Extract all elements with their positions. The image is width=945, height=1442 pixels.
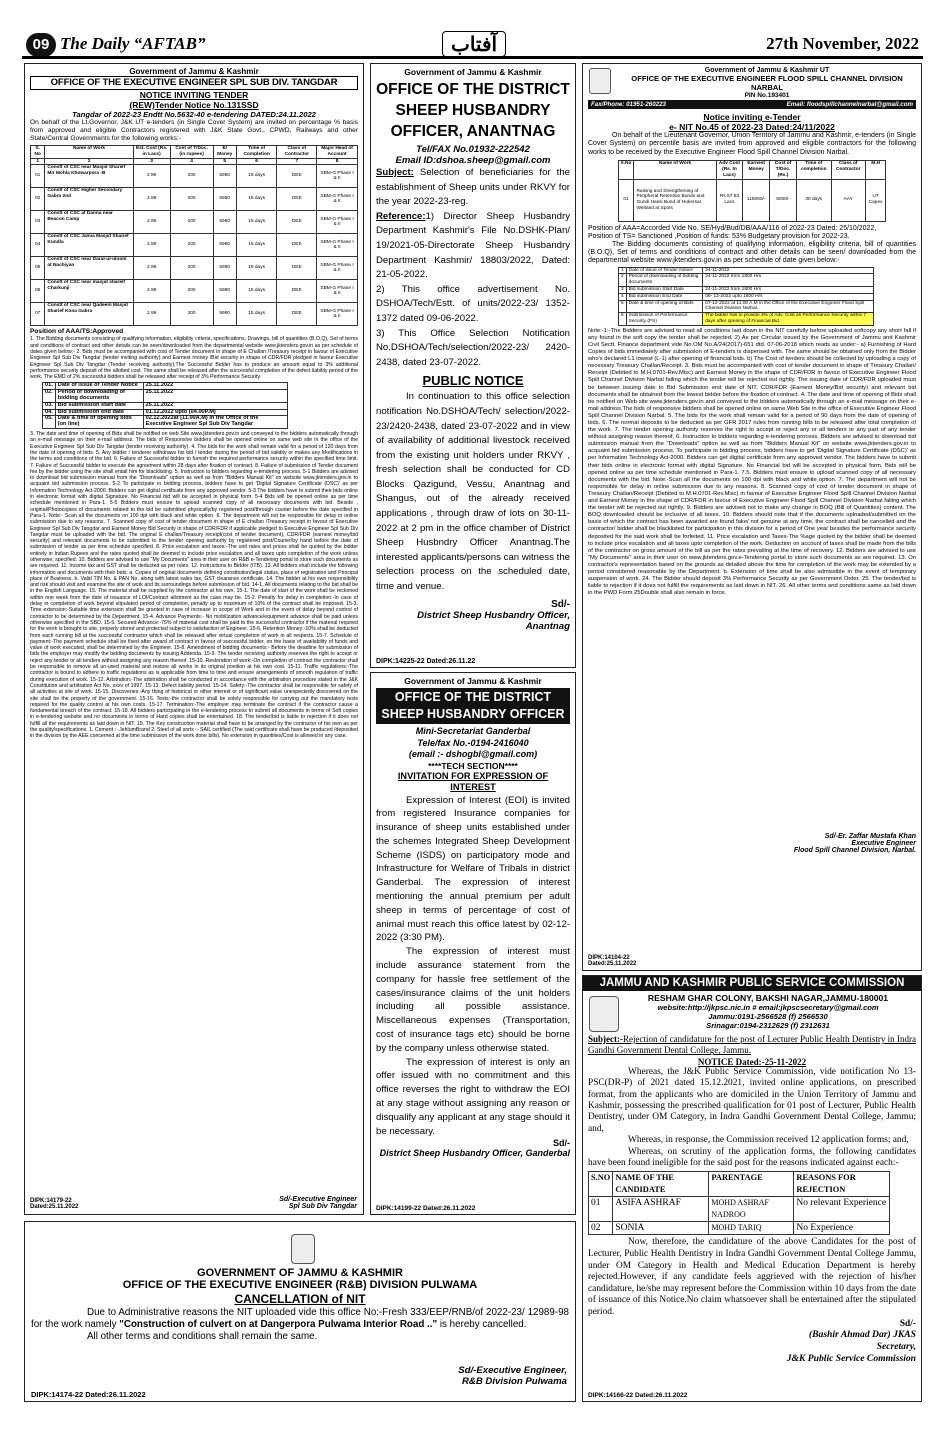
nit-number: e- NIT No.45 of 2022-23 Dated:24/11/2022 <box>669 122 835 132</box>
table-cell: 15 days <box>236 280 277 303</box>
table-cell: MOHD ASHRAF NADROO <box>709 1197 794 1222</box>
subject-label: Subject: <box>376 167 414 178</box>
cancellation-body <box>31 1307 569 1331</box>
table-cell: DEE <box>277 234 317 257</box>
reference-2: 2) This office advertisement No. DSHOA/Tech/Estt. of units/2022-23/ 1352-1372 dated 09-06-2022. <box>376 283 570 324</box>
table-header-cell: Major Head of Account <box>317 146 358 159</box>
table-header-cell: Name of Work <box>45 146 133 159</box>
terms-part-a: 1. The Bidding documents consisting of qualifying information, eligibility criteria, specifications, Drawings, bill of quantities (B.O.Q), Set of terms and conditions of contract and other details can be seen/downloaded from the departmental website www.jktenders.gov.in as per schedule of dates given below:- 2. Bids must be accompanied with cost of Tender document in shape of E Challan /Treasury receipt in favour of Executive Engineer Spl Sub Div Tangdar (tender inviting authority) and Earnest money /Bid security in shape of CDR/FDR pledged in favour Executive Engineer Spl Sub Div Tangdar (Tender receiving authority).The Successful Bidder has to produce an amount equal to 3% additional performance security deposit of the allotted cost. The same shall be released after the successful completion of the defect liability period of the work. The EMD of 2% successful bidders shall be released after receipt of 3% Performance Security. <box>30 336 358 381</box>
eoi-para-2: The expression of interest must include assurance statement from the company for hassle free settlement of the cases/insurance claims of the unit holders including all possible assistance. Miscellaneous expenses (Transportation, cost of insurance tags etc) should be borne by the company unless otherwise stated. <box>376 946 570 1054</box>
terms-notes: Note:-1:-The Bidders are advised to read all conditions laid down in the NIT carefully before uploaded softcopy any short fall if any found in the soft copy the tender shall be rejected. 2) As per Circular issued by the Government of Jammu and Kashmir Civil Sectt. Finance department vide No.OM No.A/24(2017)-651 dtd. 07-06-2018 which reads as under:- a) Furnishing of Hard Copies of bids immediately after submission of E-tenders is dispensed with. The same should be obtained only from the Bidder who's declared L1 lowest (L-1) after opening of financial bids. b) The Cost of tenders should be collected by uploading a copy of necessary Treasury Challan/Receipt. 3. Bids must be accompanied with cost of tender document in shape of Treasury Challan/ Receipt (Debited to M.H.0701-Rev.Misc) and Earnest Money in the shape of CDR/FDR in favour of Executive Engineer Flood Spill Channel Division Narbal failing which the tender will be rejected out rightly. The issuing date of CDR/FDR uploaded must be between issuing date to Bid Submission end date of NIT. CDR/FDR (Earnest Money/Bid security) and relevant bid documents shall be obtained from the lowest bidder before the fixation of contract. 4. The date and time of opening of Bids shall be notified on Web site www.jktenders.gov.in and conveyed to the bidders automatically through an e-mail message on their e-mail address.The bids of responsive bidders shall be opened online on same Web Site in the office of Executive Engineer Flood Spill Channel Division Narbal. 5. The bids for the work shall remain valid for a period of 90 days from the date of opening of bids. 6. The normal deposits to be deducted as per GFR 2017 rules from running bills to be released after total completion of the work. 7. The tender opening authority reserves the right to accept or reject any or all tenders or any part of any tender without assigning reason thereof. 6. Instruction to bidders regarding e-tendering process. Bidders are advised to download bid submission manual from the "Downloads" option as well as from "Bidders Manual Kit" on website www.jktenders.gov.in to acquaint bid submission process. To participate in bidding process, bidders have to get 'Digital Signature Certificate (DSC)' as per Information Technology Act-2000. Bidders can get digital certificate from any approved vendor. The bidders have to submit their bids online in electronic format with digital Signature. No Financial bid will be accepted in physical form. Bids will be opened online as per time schedule mentioned in Para-1. 7.5. Bidders must ensure to upload scanned copy of all necessary documents with the bid. Note:-Scan all the documents on 100 dpi with black and white option. 7. The department will not be responsible for delay in online submission due to any reasons. 8. Scanned copy of cost of tender document in shape of Treasury Challan/Receipt (Debited to M.H.0701-Rev.Misc) in favour of Executive Engineer Flood Spill Channel Division Narbal and Earnest Money in the shape of CDR/FDR in favour of Executive Engineer Flood Spill Channel Division Narbal failing which the tender will be rejected out rightly. 9. Bidders are advised not to make any change in BOQ (Bill of Quantities) content. The BOQ downloaded should be inclusive of all taxes. 10. Bidders should note that if the documents uploaded/submitted on the basis of which the contract has been awarded are found fake/ not genuine at any time, the contract shall be cancelled and the contractor/ bidder shall be blacklisted for participation in this division for a period of One year besides the performance security deposited for the said work shall be forfeited. 11. Price escalation and Taxes-The %age quoted by the bidder shall be deemed to include price escalation and all taxes upto completion of the work. Deduction on account of taxes shall be made from the bills of the contractor on gross amount of the bill as per the rates prevailing at the time of recovery. 12. Bidders are advised to use "My Documents" area in their user on www.jktenders.gov.e-Tendering portal to store such documents as are required. 13. On contractor's representation based on the grounds as detailed above the time for completion of the work may be extended by a period considered reasonable by the Department. b. Extension of time shall be also admissible in the event of temporary suspension of work. 24. The Bidder should deposit 3% Performance Security as per Government Order. 25. The tender/bid is liable to rejection if it does not fulfill the requirements as laid down in NIT. 26. All other terms and conditions same as laid down in the PWD Form 25Double shall also remain in force. <box>588 327 916 597</box>
table-row <box>589 1197 890 1222</box>
nit-number: (REW)Tender Notice No.131SSD <box>129 100 259 110</box>
cancellation-body-2: All other terms and conditions shall remain the same. <box>87 1331 318 1342</box>
schedule-cell: 24-11-2022 from 1800 Hrs <box>703 274 874 287</box>
sd-mark: Sd/- <box>899 1318 916 1329</box>
cancellation-heading: CANCELLATION of NIT <box>234 1292 366 1306</box>
jk-emblem-icon <box>589 68 611 94</box>
schedule-cell: Bid submission start date <box>55 402 143 409</box>
page-number: 09 <box>26 33 56 57</box>
srinagar-phone: Srinagar:0194-2312629 (f) 2312631 <box>706 1021 830 1030</box>
dipk-number: DIPK:14199-22 Dated:26.11.2022 <box>376 1205 476 1212</box>
position-ts: Position of TS= Sanctioned ,Position of funds: 53% Budgetary provision for 2022-23. <box>588 232 850 240</box>
table-cell: 6 <box>236 158 277 165</box>
schedule-cell: Bid submission end date <box>55 409 143 416</box>
subject <box>376 166 570 210</box>
signatory: Sd/-Executive Engineer <box>279 1196 357 1203</box>
table-cell: SBM-G Phase I & II <box>317 165 358 188</box>
schedule-cell: 04. <box>43 409 56 416</box>
schedule-cell: The bidder has to provide 3% of Adv. Cost as Performance Security within 7 days after opening of Financial Bid. <box>703 313 874 326</box>
newspaper-name: The Daily “AFTAB” <box>60 34 206 53</box>
dipk-number: DIPK:14166-22 Dated:26.11.2022 <box>588 1392 688 1399</box>
whereas-3: Whereas, on scrutiny of the application forms, the following candidates have been found ineligible for the said post for the reasons indicated against each:- <box>588 1146 916 1169</box>
bidding-docs-text: The Bidding documents consisting of qualifying information, eligibility criteria, bill of quantities (B.O.Q), Set of terms and conditions of contract and other details can be seen/ downloaded from the departmental website www.jktenders.gov.in as per schedule of date given below:- <box>588 240 916 264</box>
ad-jkpsc <box>582 975 922 1402</box>
table-cell: 5980 <box>213 257 236 280</box>
ad-govt-line: Government of Jammu & Kashmir <box>404 67 542 77</box>
table-cell: 2.99 <box>133 234 170 257</box>
table-cell: 05 <box>31 257 45 280</box>
schedule-cell: 02.12.2022at (11.00A.M) in the Office of the Executive Engineer Spl Sub Div Tangdar <box>143 416 287 429</box>
table-header-cell: Time of Completion <box>236 146 277 159</box>
schedule-cell: Date & time of opening of Bids <box>626 300 703 313</box>
table-cell: Raising and Strengthening of Peripheral Retention Bunds and Gundi Hassi Bund of Hokersar Wetland at Spots <box>634 179 716 221</box>
schedule-row <box>619 274 874 287</box>
table-header-cell: S.No <box>618 161 634 179</box>
table-row <box>31 234 358 257</box>
rejection-table <box>588 1171 890 1235</box>
ad-office-title: OFFICE OF THE EXECUTIVE ENGINEER (R&B) DIVISION PULWAMA <box>122 1279 478 1291</box>
signatory-designation: Secretary, <box>876 1340 916 1352</box>
table-cell: 15 days <box>236 188 277 211</box>
table-cell: 200 <box>170 303 213 326</box>
table-cell: 15 days <box>236 303 277 326</box>
work-name: "Construction of culvert on at Dangerpora Pulwama Interior Road .." <box>119 1319 438 1330</box>
whereas-1: Whereas, the J&K Public Service Commission, vide notification No 13-PSC(DR-P) of 2021 dated 15.12.2021, invited online applications, on prescribed format, from the applicants who are domiciled in the Union Territory of Jammu and Kashmir, possessing the prescribed qualification for 01 post of Lecturer, Public Health Dentistry, under OM Category, in Indra Gandhi Government Dental College, Jammu; and, <box>588 1066 916 1134</box>
works-table <box>30 145 358 326</box>
address: Mini-Secretariat Ganderbal <box>415 726 531 736</box>
table-row <box>31 188 358 211</box>
table-cell: 04 <box>31 234 45 257</box>
table-cell: 5 <box>213 158 236 165</box>
ad-sheep-anantnag <box>370 63 576 668</box>
subject-text: Rejection of candidature for the post of Lecturer Public Health Dentistry in Indra Gandhi Government Dental College, Jammu. <box>588 1034 916 1056</box>
table-row <box>31 303 358 326</box>
table-cell: 5980 <box>213 303 236 326</box>
dipk-number: DIPK:14225-22 Dated:26.11.22 <box>376 658 476 665</box>
website-email: website:http://jkpsc.nic.in # email:jkpscsecretary@gmail.com <box>657 1003 879 1012</box>
table-cell: 15 days <box>236 165 277 188</box>
schedule-table <box>42 382 288 429</box>
table-cell: Constt of CSC near Qadeem Masjid Sharief Kona Gabra <box>45 303 133 326</box>
schedule-cell: Date & time of opening bids (on line) <box>55 416 143 429</box>
table-cell: 2.99 <box>133 188 170 211</box>
ad-rnb-pulwama <box>24 1221 576 1402</box>
table-cell: 200 <box>170 234 213 257</box>
reference-label: Reference: <box>376 210 426 222</box>
dipk-date: Dated:25.11.2022 <box>30 1204 79 1210</box>
terms-part-b: 3. The date and time of opening of Bids shall be notified on web Site www.jktenders.gov.in and conveyed to the bidders automatically through an e-mail message on their e-mail address. The bids of Responsive bidders shall be opened online on same web site in the office of the Executive Engineer Spl Sub Div Tangdar (tender receiving authority). 4. The bids for the work shall remain valid for a period of 120 days from the date of opening of bids. 5. Any bidder / tenderer withdraws his bid / tender during the period of bid validity or makes any Modifications in the terms and conditions of the bid. 6. Failure of Successful bidder to furnish the required performance security within the specified time limit. 7. Failure of Successful bidder to execute the agreement within 28 days after fixation of contract. 8. Failure of submission of Tender document fee by the bidder using the site shall entail him for blacklisting. 5. Instruction to bidders regarding e-tendering process. 5-1 Bidders are advised to download bid submission manual from the "Downloads" option as well as from "Bidders Manual Kit" on website www.jktenders.gov.in to acquaint bid submission process. 5-2 To participate in bidding process, bidders have to get 'Digital Signature Certificate (DSC)' as per Information Technology Act-2000. Bidders can get digital certificate from any approved vendor. 5-3 The bidders have to submit their bids online in electronic format with digital Signature. No Financial bid will be accepted in physical form. 5-4 Bids will be opened online as per time schedule mentioned in Para-1. 5-5 Bidders must ensure to upload scanned copy of all necessary documents with bid. Beside , original/Photocopies of documents related to the bid be submitted physically/by registered post/through courier before the date specified in Para-1. Note:- Scan all the documents on 100 dpi with black and white option. 6. The department will not be responsible for delay in online submission due to any reasons. 7. Scanned copy of cost of tender document in shape of E challan /Treasury receipt in favour of Executive Engineer Spl Sub Div Tangdar and Earnest Money Bid Security in shape of CDR/FDR if applicable pledged to Executive Engineer Spl Sub Div Tangdar must be uploaded with the bid. The original E challan/Treasury receipt(cost of tender document), CDR/FDR (earnest money/bid security) and relevant documents to be submitted to the tender opening authority by registered post/Courier/by hand before the date of submission of tender as per time schedule specified. 8. Price escalation and taxes:-The unit rates and prices shall be quoted by the bidder entirely in Indian Rupees and the rates quoted shall be deemed to include price escalation and all taxes upto completion of the work unless otherwise, specified. 10. Bidders are advised to use "My Documents" area in their user on R&B e-Tendering portal to store such documents as are required. 11. Income tax and GST shall be deducted as per rules. 12. Instructions to Bidder (ITB). 13. All bidders shall include the following information and documents with their bids: a. Copies of original documents defining constitution/legal status, place of registration and Principal place of Business. b. Valid TIN No. & PAN No. along with latest sales tax, GST clearance certificate. 14. The bidder at his own responsibility and risk should visit and examine the site of work and its surroundings before submission of bid. 14-1. All documents relating to the bid shall be in the English Language. 15. The material shall be supplied by the contractor at his own. 15-1. The date of start of the work shall be reckoned within one week from the date of issuance of LOI/Contract allotment as the case may be. 15-2. Penalty for delay in completion:-In case of delay in completion of work beyond stipulated period of completion, penalty up to maximum of 10% of the contract shall be imposed. 15-3. Time extension:-Suitable time extension shall be granted in case of increase in scope of Work and in the event of delay beyond control of contractor to be determined by the Department. 15-4. Advance Payments:- No mobilization advance/equipment advance shall be paid unless otherwise specified in the SBD. 15-5. Secured Advance:-75% of material cost shall be paid to the successful contractor if the material required for the work is brought to site, properly stored and protected subject to satisfaction of Engineer. 15-6. Retention Money:-10% shall be deducted from each running bill at the successful contractor which shall be released after virtual completion of work in all respects. 15-7. Schedule of payment:-The payment schedule shall be fixed after award of contract in favour of successful bidder, on the basis of availability of funds and value of work executed, shall be determined by the Engineer. 15-8. Amendment of bidding documents:- Before the deadline for submission of bids the employer may modify the bidding documents by issuing Addenda. 15-9. The tender receiving authority reserves the right to accept or reject any tender or all tenders without assigning any reason thereof. 15-10. Restoration of work:-On completion of contract the contractor shall be responsible to remove all un-used material and restore all works in its original position at his own cost. 15-11. Traffic regulations:-The contractor is bound to adhere to traffic regulations as is applicable from time to time and ensure arrangements of smooth regulation of traffic during execution of work. 15-12. Arbitration:-The arbitration shall be conducted in accordance with the arbitration procedure stated in the J&K Constitution and arbitration Act No. xxxv of 1997. 15-13. Defect liability period. 15-14. Safety:-The contractor shall be responsible for safety of all activities at site of work. 15-15. Discoveries:-Any thing of historical or other interest or of significant value unexpectedly discovered on the site shall be the property of the government. 15-16. Tests:-the contractor shall be solely responsible for carrying out the mandatory tests required for the quality control at his own costs. 15-17. Termination:-The employer may terminate the contract if the contractor cause a fundamental breach of the contract. 15-18. All bidders participating in the e-tendering process to submit all documents in terms of Soft copies in e-tendering website and no documents in terms of Hard copies shall be entertained. 18. The tender/bid is liable to rejection if it does not fulfill all the requirements as laid down in NIT. 19. The Key construction material shall have to be arranged by the contractor of his own as per the quality/specifications. 1. Cement :- JehlumBrand 2. Steel of all sorts :- SAIL certified (The said certificate shall have be produced /deposited in the division by the AEE concerned at the time submission of the work done bills). No extension in quantities/Cost is allowed in any case. <box>30 431 358 740</box>
table-row <box>589 1222 890 1235</box>
address: RESHAM GHAR COLONY, BAKSHI NAGAR,JAMMU-180001 <box>647 993 889 1003</box>
table-cell: 115060/- <box>743 179 770 221</box>
table-cell: 3 <box>133 158 170 165</box>
table-cell: 03 <box>31 211 45 234</box>
schedule-row <box>43 390 288 403</box>
pin-code: PIN No.193401 <box>744 92 790 99</box>
position-aaa: Position of AAA=Accorded Vide No. SE/Hyd/Bud/DB/AAA/116 of 2022-23 Dated: 25/10/2022, <box>588 224 877 232</box>
ad-tangdar-tender <box>24 63 364 1215</box>
table-header-cell: Time of completion <box>796 161 831 179</box>
public-notice-heading: PUBLIC NOTICE <box>422 373 524 389</box>
table-cell: No relevant Experience <box>794 1197 889 1222</box>
signature-block <box>279 1196 357 1210</box>
jammu-phone: Jammu:0191-2566528 (f) 2566530 <box>708 1012 828 1021</box>
table-cell: 5980 <box>213 188 236 211</box>
dipk-block <box>588 955 636 967</box>
table-row <box>31 165 358 188</box>
schedule-row <box>43 416 288 429</box>
table-cell: 02 <box>589 1222 613 1235</box>
signatory: Sd/-Executive Engineer, <box>458 1365 567 1376</box>
notice-heading: NOTICE INVITING TENDER <box>139 90 249 100</box>
schedule-row <box>619 267 874 274</box>
schedule-cell: 05. <box>43 416 56 429</box>
table-cell: 06 <box>31 280 45 303</box>
signature-block <box>588 833 916 854</box>
schedule-cell: 6 <box>619 313 627 326</box>
table-cell: 2 <box>45 158 133 165</box>
sd-mark: Sd/- <box>553 1138 570 1149</box>
table-row <box>31 257 358 280</box>
signatory-designation: Executive Engineer <box>851 839 916 847</box>
table-cell: 30 days <box>796 179 831 221</box>
schedule-cell: Bid submission Start Date <box>626 287 703 294</box>
schedule-cell: 3 <box>619 287 627 294</box>
table-cell: MOHD TARIQ <box>709 1222 794 1235</box>
schedule-cell: Period of downloading of bidding documents <box>626 274 703 287</box>
schedule-cell: 07-12-2022 at 11:00 A.M in the Office of the Executive Engineer Flood Spill Channel Division Narbal. <box>703 300 874 313</box>
table-cell: DEE <box>277 188 317 211</box>
table-cell: 15 days <box>236 234 277 257</box>
subject-label: Subject:- <box>588 1034 623 1044</box>
table-cell: DEE <box>277 280 317 303</box>
jkpsc-emblem-icon <box>589 996 619 1032</box>
ad-sheep-ganderbal <box>370 672 576 1215</box>
dipk-number: DIPK:14104-22 <box>588 955 630 961</box>
subject-text: Selection of beneficiaries for the establishment of Sheep units under RKVY for the year 2022-23-reg. <box>376 167 570 208</box>
table-cell: ASIFA ASHRAF <box>613 1197 709 1222</box>
table-cell: 200 <box>170 188 213 211</box>
schedule-cell: 5 <box>619 300 627 313</box>
table-header-cell: S.NO <box>589 1172 613 1197</box>
schedule-cell: 03. <box>43 402 56 409</box>
notice-date: NOTICE Dated:-25-11-2022 <box>697 1056 807 1067</box>
table-header-cell: NAME OF THE CANDIDATE <box>613 1172 709 1197</box>
dipk-date: Dated:25.11.2022 <box>588 961 637 967</box>
schedule-cell: 25.11.2022 <box>143 390 287 403</box>
table-header-cell: Name of Work <box>634 161 716 179</box>
table-header-cell: M.H <box>865 161 886 179</box>
schedule-cell: 24-11-2022 from 1800 Hrs <box>703 287 874 294</box>
ad-govt-line: GOVERNMENT OF JAMMU & KASHMIR <box>197 1267 403 1279</box>
schedule-row <box>619 293 874 300</box>
section-label: ****TECH SECTION**** <box>428 760 518 771</box>
schedule-cell: 25.11.2022 <box>143 402 287 409</box>
table-cell: 15 days <box>236 211 277 234</box>
table-cell: Constt of CSC Higher Secondary Gabra 2nd <box>45 188 133 211</box>
schedule-row <box>619 300 874 313</box>
schedule-cell: 4 <box>619 293 627 300</box>
schedule-row <box>619 287 874 294</box>
table-header-cell: Cost of T/Doc. (Rs.) <box>770 161 797 179</box>
reference-text: 1) Director Sheep Husbandry Department Kashmir's File No.DSHK-Plan/ 19/2021-05-Directorate Sheep Husbandry Department Kashmir/ 18803/2022, Dated: 21-05-2022. <box>376 210 570 281</box>
schedule-cell: 1 <box>619 267 627 274</box>
table-cell: 2.99 <box>133 165 170 188</box>
eoi-para-1: Expression of Interest (EOI) is invited from registered Insurance companies for insurance of sheep units established under the schemes Integrated Sheep Development Scheme (ISDS) on participatory mode and Infrastructure for Welfare of Tribals in district Ganderbal. The expression of interest mentioning the annual premium per adult sheep in terms of percentage of cost of animal must reach this office latest by 02-12-2022 (3:30 PM). <box>376 794 570 944</box>
schedule-cell: 25.11.2022 <box>143 383 287 390</box>
schedule-cell: 24-11-2022 <box>703 267 874 274</box>
schedule-cell: 01.12.2022 upto (04.00P.M) <box>143 409 287 416</box>
signatory: Sd/-Er. Zaffar Mustafa Khan <box>824 832 916 840</box>
table-header-cell: S. No <box>31 146 45 159</box>
table-cell: 2.99 <box>133 280 170 303</box>
table-header-cell: REASONS FOR REJECTION <box>794 1172 889 1197</box>
newspaper-logo: آفتاب <box>442 31 506 57</box>
commission-title-bar <box>583 976 921 991</box>
table-cell: UT Capex <box>865 179 886 221</box>
table-cell: Constt of CSC at Danna near Beacon Camp <box>45 211 133 234</box>
public-notice-body: In continuation to this office selection notification No.DSHOA/Tech/ selection/2022-23/2420-2438, dated 23-07-2022 and in view of availability of additional livestock received from the existing unit holders under RKVY , fresh selection shall be conducted for CD Blocks Qazigund, Vessu, Anantnag and Shangus, out of the already received applications , through draw of lots on 30-11-2022 at 2 pm in the office chamber of District Sheep Husbndry Officer Anantnag.The interested applicants/persons can witness the selection process on the scheduled date, time and venue. <box>376 391 570 593</box>
table-cell: Rs 57.53 Lacs <box>716 179 742 221</box>
table-header-cell: Class of Contractor <box>831 161 865 179</box>
position-aaa: Position of AAA/TS:Approved <box>30 328 124 336</box>
schedule-cell: 02. <box>43 390 56 403</box>
signatory-office: Spl Sub Div Tangdar <box>288 1203 357 1210</box>
commission-title: JAMMU AND KASHMIR PUBLIC SERVICE COMMISSION <box>599 977 905 989</box>
table-cell: SBM-G Phase I & II <box>317 303 358 326</box>
issue-date: 27th November, 2022 <box>766 34 919 53</box>
table-cell: 7 <box>277 158 317 165</box>
table-cell: Constt of CSC Jamia Masjid Sharief Kundla <box>45 234 133 257</box>
schedule-cell: Bid submission End Date <box>626 293 703 300</box>
ad-office-title: OFFICE OF THE DISTRICT SHEEP HUSBANDRY OFFICER <box>376 688 570 724</box>
sd-mark: Sd/- <box>551 598 570 610</box>
table-cell: 07 <box>31 303 45 326</box>
dipk-number: DIPK:14174-22 Dated:26.11.2022 <box>31 1390 146 1399</box>
table-cell: SBM-G Phase I & II <box>317 257 358 280</box>
email: Email ID:dshoa.sheep@gmail.com <box>395 155 551 166</box>
signatory-office: Flood Spill Channel Division, Narbal. <box>793 846 916 854</box>
contact-bar <box>588 100 916 109</box>
table-cell: 5980 <box>213 165 236 188</box>
table-header-cell: Earnest Money <box>743 161 770 179</box>
schedule-cell: Submission of Performance Security (PS) <box>626 313 703 326</box>
tel-fax: Tel/FAX No.01932-222542 <box>416 144 530 155</box>
ad-office-title: OFFICE OF THE EXECUTIVE ENGINEER SPL SUB DIV. TANGDAR <box>30 76 358 90</box>
reference-3: 3) This Office Selection Notification No.DSHOA/Tech/selection/2022-23/ 2420-2438, dated 23-07-2022. <box>376 327 570 368</box>
email: (email :- dshogbl@gmail.com) <box>408 749 538 759</box>
table-cell: 01 <box>31 165 45 188</box>
signatory: District Sheep Husbandry Officer, <box>417 609 570 621</box>
schedule-table <box>618 267 874 326</box>
table-cell: SBM-G Phase I & II <box>317 280 358 303</box>
schedule-cell: Date of issue of Tender Notice <box>55 383 143 390</box>
schedule-cell: Period of downloading of bidding documents <box>55 390 143 403</box>
table-cell: 2.99 <box>133 257 170 280</box>
works-table <box>618 160 887 221</box>
tel-fax: Tele/fax No.-0194-2416040 <box>417 737 529 748</box>
dipk-number: DIPK:14179-22 <box>30 1198 72 1204</box>
table-cell: No Experience <box>794 1222 889 1235</box>
table-cell: 01 <box>618 179 634 221</box>
table-cell: 02 <box>31 188 45 211</box>
schedule-cell: 01. <box>43 383 56 390</box>
table-cell: 2.99 <box>133 303 170 326</box>
ad-office-title: OFFICE OF THE EXECUTIVE ENGINEER FLOOD SPILL CHANNEL DIVISION NARBAL <box>631 74 903 92</box>
signatory-office: Anantnag <box>525 620 570 632</box>
signatory: District Sheep Husbandry Officer, Ganderbal <box>379 1148 570 1159</box>
eoi-heading: INVITATION FOR EXPRESSION OF INTEREST <box>397 770 549 792</box>
table-cell: 15 days <box>236 257 277 280</box>
signatory-office: R&B Division Pulwama <box>461 1376 567 1387</box>
table-cell: 5980 <box>213 280 236 303</box>
ad-govt-line: Government of Jammu & Kashmir <box>129 67 259 76</box>
table-header-cell: Cost of T/Doc. (in rupees) <box>170 146 213 159</box>
table-cell: AAY <box>831 179 865 221</box>
signatory-office: J&K Public Service Commission <box>786 1352 916 1364</box>
signatory: (Bashir Ahmad Dar) JKAS <box>808 1328 916 1340</box>
table-cell: 200 <box>170 257 213 280</box>
ad-office-title: OFFICE OF THE DISTRICT SHEEP HUSBANDRY OFFICER, ANANTNAG <box>376 81 570 140</box>
table-row <box>31 211 358 234</box>
signature-block <box>458 1365 567 1387</box>
dipk-block <box>30 1198 78 1210</box>
jk-emblem-icon <box>291 1234 315 1264</box>
table-cell: 01 <box>589 1197 613 1222</box>
signature-block <box>588 1329 916 1365</box>
table-cell: SBM-G Phase I & II <box>317 188 358 211</box>
table-cell: SBM-G Phase I & II <box>317 234 358 257</box>
table-cell: SBM-G Phase I & II <box>317 211 358 234</box>
table-cell: Constt of CSC near masjid shareif Charkunji <box>45 280 133 303</box>
table-header-cell: Class of Contractor <box>277 146 317 159</box>
schedule-cell: 2 <box>619 274 627 287</box>
ad-govt-line: Government of Jammu & Kashmir <box>404 676 542 686</box>
body-part-c: is hereby cancelled. <box>437 1319 527 1330</box>
ad-flood-spill-narbal <box>582 63 922 971</box>
intro-text: On behalf of the Lt.Governor, J&K UT e-tenders (in Single Cover System) are invited on percentage % basis from approved and eligible Contractors registered with J&K State Govt., CPWD, Railways and other State/Central Governments for the following works:- <box>30 119 358 142</box>
eoi-para-3: The expression of interest is only an offer issued with no commitment and this office reverses the right to withdraw the EOI at any stage without assigning any reason or disqualify any applicant at any stage should it be necessary. <box>376 1056 570 1137</box>
whereas-2: Whereas, in response, the Commission received 12 application forms; and, <box>628 1135 909 1146</box>
table-cell: 200 <box>170 165 213 188</box>
body-part-a: Due to Administrative reasons the NIT uploaded vide this office No:-Fresh 333/EEP/RNB/of 2022-23/ 12989-98 for the work namely <box>31 1307 569 1330</box>
table-cell: SONIA <box>613 1222 709 1235</box>
reference-1 <box>376 210 570 283</box>
table-cell: 200 <box>170 280 213 303</box>
table-cell: 8 <box>317 158 358 165</box>
schedule-cell: Date of issue of Tender Notice <box>626 267 703 274</box>
table-cell: DEE <box>277 257 317 280</box>
nit-ref: Tangdar of 2022-23 Endtt No.5632-40 e-tendering DATED:24.11.2022 <box>72 110 316 119</box>
table-cell: 5980 <box>213 234 236 257</box>
table-header-cell: Est. Cost (Rs. in Lacs) <box>133 146 170 159</box>
table-cell: DEE <box>277 211 317 234</box>
email: Email: floodspillchannelnarbal@gmail.com <box>786 101 913 108</box>
table-cell: 5980 <box>213 211 236 234</box>
table-header-cell: PARENTAGE <box>709 1172 794 1197</box>
table-header-cell: Adv Cost (Rs. In Lacs) <box>716 161 742 179</box>
table-cell: 200 <box>170 211 213 234</box>
table-cell: Constt of CSC near Masjid Sharief Mir Mohla Khowarpora -B <box>45 165 133 188</box>
notice-heading: Notice inviting e-Tender <box>703 112 801 122</box>
table-cell: DEE <box>277 165 317 188</box>
table-cell: DEE <box>277 303 317 326</box>
table-cell: Constt of CSC near Daral-ul-uloom at Nachiyan <box>45 257 133 280</box>
conclusion: Now, therefore, the candidature of the above Candidates for the post of Lecturer, Public Health Dentistry in Indra Gandhi Government Dental College Jammu, under OM Category in Health and Medical Education Department is hereby rejected.However, if any candidate feels aggrieved with the rejection of his/her candidature, he/she may represent before the Commission within 10 days from the date of issuance of this Notice.No claim whatsoever shall be entertained after the stipulated period. <box>588 1237 916 1318</box>
ad-govt-line: Government of Jammu & Kashmir UT <box>704 67 830 74</box>
table-cell: 1 <box>31 158 45 165</box>
table-cell: 5000/- <box>770 179 797 221</box>
schedule-row <box>619 313 874 326</box>
intro-text: On behalf of the Lieutenant Governor, Union Territory of Jammu and Kashmir, e-tenders (in Single Cover System) on percentile basis are invited from approved and eligible contractors for the following works to be received by the Executive Engineer Flood Spill Channel Division Narbal. <box>588 132 916 156</box>
schedule-cell: 06- 12-2022 upto 1600 Hrs <box>703 293 874 300</box>
fax-phone: Fax/Phone: 01951-260223 <box>591 101 666 108</box>
table-header-cell: E/ Money <box>213 146 236 159</box>
masthead <box>22 31 923 59</box>
table-cell: 4 <box>170 158 213 165</box>
table-row <box>31 280 358 303</box>
subject <box>588 1034 916 1057</box>
table-cell: 2.99 <box>133 211 170 234</box>
